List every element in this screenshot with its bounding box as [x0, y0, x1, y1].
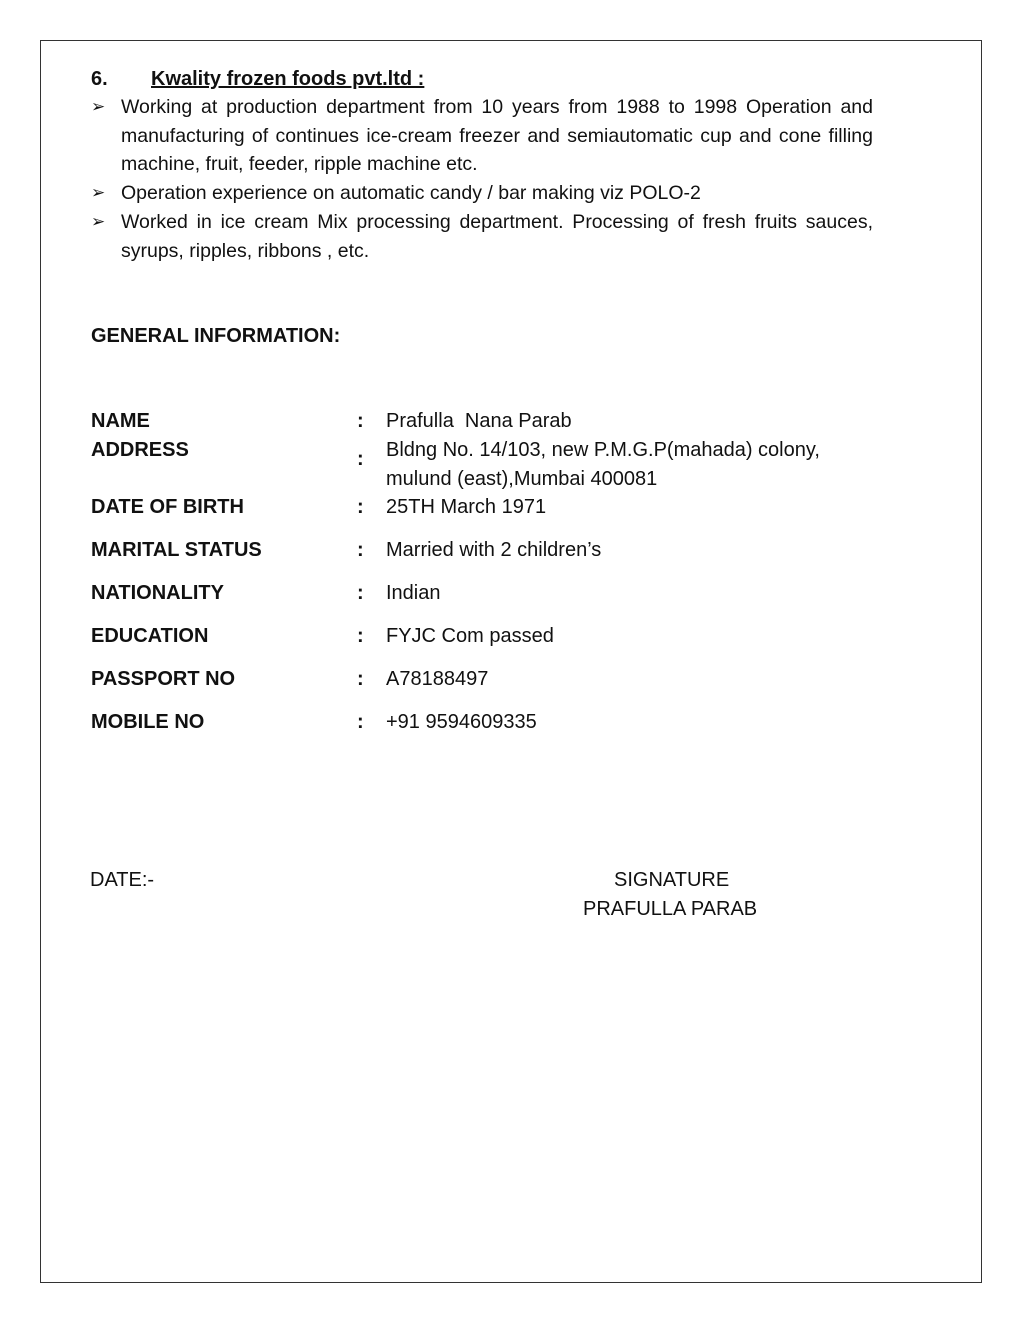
date-label: DATE:-: [90, 869, 155, 891]
info-value: +91 9594609335: [386, 711, 537, 733]
info-label: MARITAL STATUS: [91, 539, 262, 561]
info-value: 25TH March 1971: [386, 496, 547, 518]
info-colon: :: [357, 668, 364, 690]
info-colon: :: [357, 448, 364, 470]
experience-heading: [91, 66, 424, 92]
arrow-bullet-icon: ➢: [91, 183, 106, 203]
signature-name: PRAFULLA PARAB: [583, 898, 758, 920]
info-colon: :: [357, 711, 364, 733]
info-label: ADDRESS: [91, 439, 189, 461]
info-value: Indian: [386, 582, 441, 604]
experience-bullet-list: [91, 93, 873, 265]
bullet-text: Operation experience on automatic candy / bar making viz POLO-2: [121, 182, 701, 205]
signature-label: SIGNATURE: [614, 869, 730, 891]
arrow-bullet-icon: ➢: [91, 97, 106, 116]
bullet-text: Worked in ice cream Mix processing department. Processing of fresh fruits sauces, syrups, ripples, ribbons , etc.: [121, 210, 873, 262]
experience-number: 6.: [91, 68, 108, 90]
info-value: Married with 2 children’s: [386, 539, 602, 561]
info-value: Bldng No. 14/103, new P.M.G.P(mahada) colony, mulund (east),Mumbai 400081: [386, 439, 820, 490]
info-label: MOBILE NO: [91, 711, 205, 733]
info-colon: :: [357, 539, 364, 561]
info-colon: :: [357, 496, 364, 518]
general-information-heading: GENERAL INFORMATION:: [91, 325, 341, 347]
info-value: A78188497: [386, 668, 489, 690]
arrow-bullet-icon: ➢: [91, 211, 106, 231]
info-colon: :: [357, 582, 364, 604]
company-name: Kwality frozen foods pvt.ltd :: [151, 68, 425, 90]
list-item: [91, 93, 873, 179]
list-item: [91, 179, 873, 208]
info-value: Prafulla Nana Parab: [386, 410, 572, 432]
info-value: FYJC Com passed: [386, 625, 554, 647]
info-label: NATIONALITY: [91, 582, 224, 604]
info-label: EDUCATION: [91, 625, 209, 647]
info-colon: :: [357, 410, 364, 432]
info-colon: :: [357, 625, 364, 647]
info-label: PASSPORT NO: [91, 668, 236, 690]
info-label: NAME: [91, 410, 150, 432]
list-item: [91, 208, 873, 265]
bullet-text: Working at production department from 10 years from 1988 to 1998 Operation and manufacturing of continues ice-cream freezer and semiautomatic cup and cone filling machine, fruit, feeder, ripple machine etc.: [121, 96, 873, 176]
info-label: DATE OF BIRTH: [91, 496, 244, 518]
